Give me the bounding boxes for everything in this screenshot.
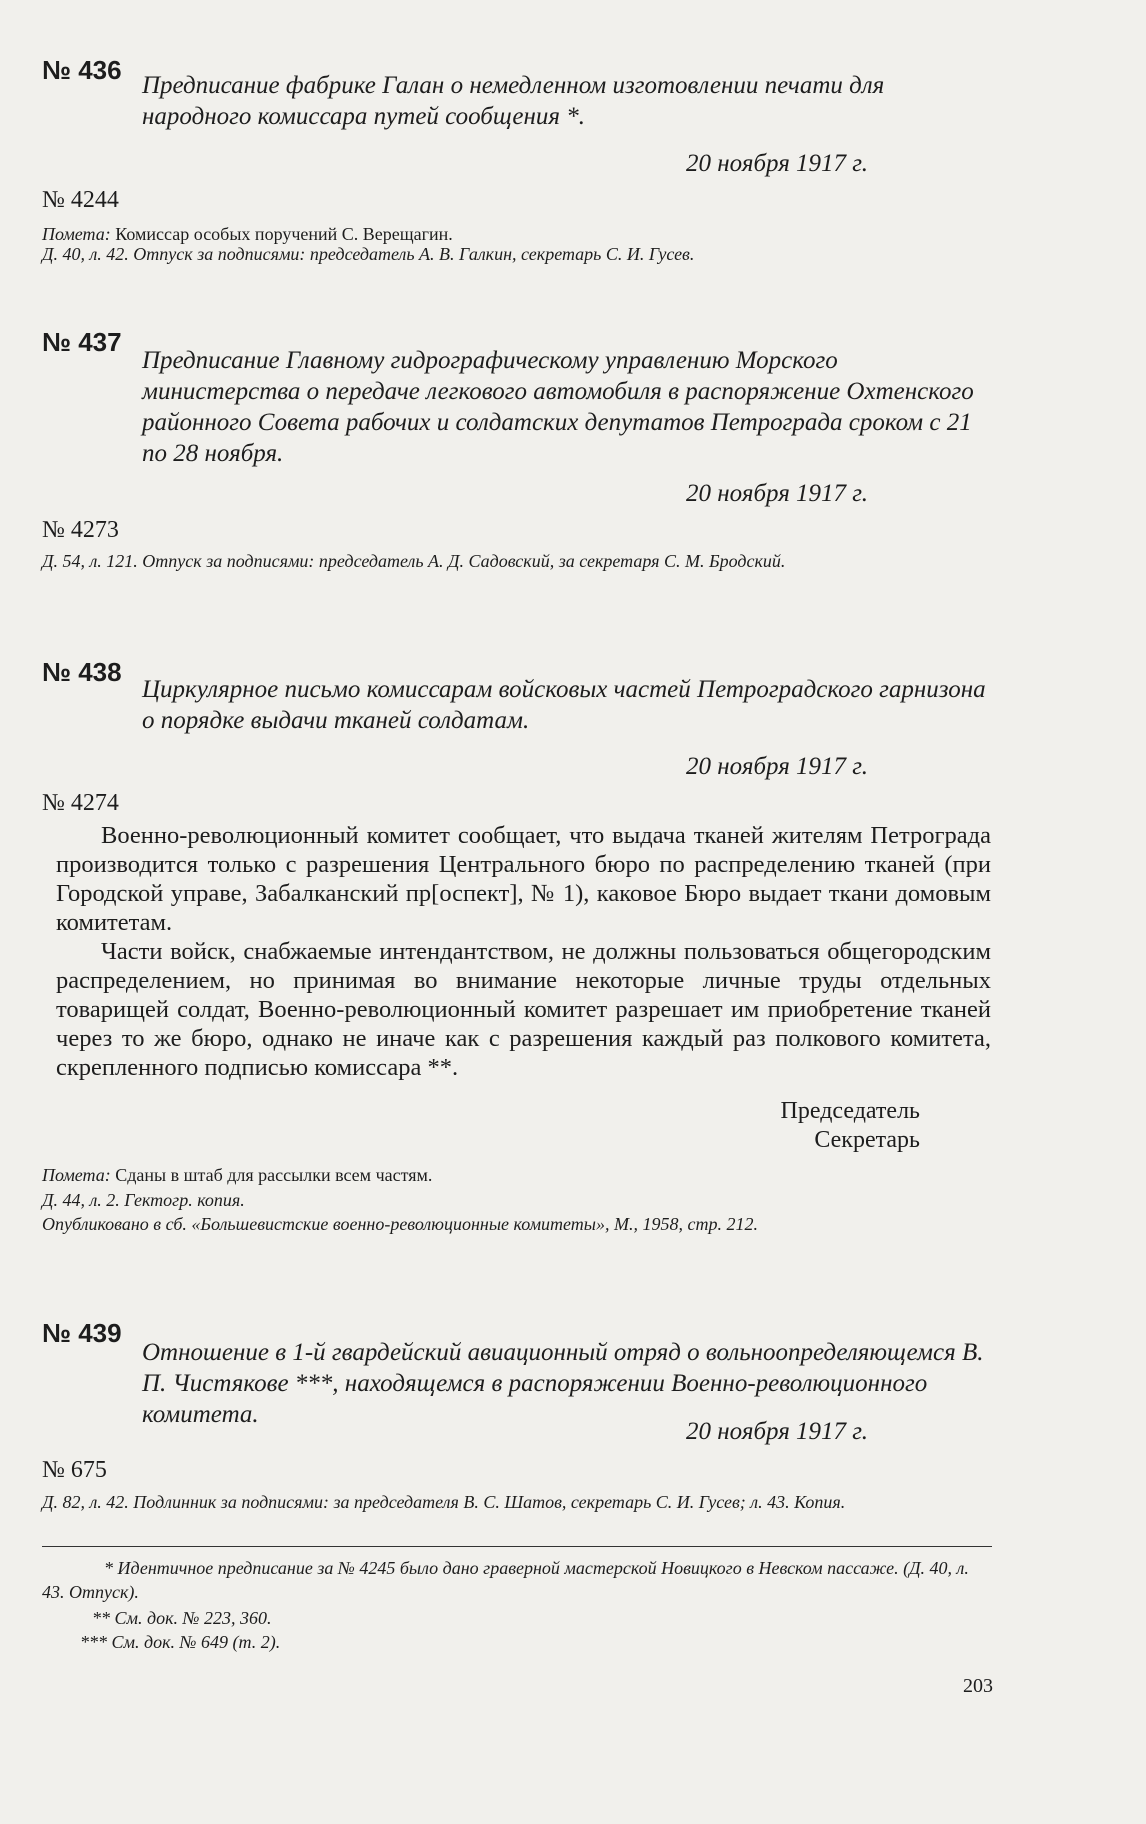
doc-436-title: Предписание фабрике Галан о немедленном изготовлении печати для народного комиссара путей сообщения *. [142, 72, 885, 130]
doc-436-number: № 436 [42, 55, 122, 85]
doc-437-archive: Д. 54, л. 121. Отпуск за подписями: председатель А. Д. Садовский, за секретаря С. М. Бродский. [42, 551, 786, 571]
doc-438-title: Циркулярное письмо комиссарам войсковых частей Петроградского гарнизона о порядке выдачи тканей солдатам. [142, 676, 986, 734]
note-label: Помета: [42, 224, 111, 244]
doc-439-archive: Д. 82, л. 42. Подлинник за подписями: за председателя В. С. Шатов, секретарь С. И. Гусев; л. 43. Копия. [42, 1492, 846, 1512]
note-text: Сданы в штаб для рассылки всем частям. [110, 1165, 433, 1185]
doc-439-title: Отношение в 1-й гвардейский авиационный отряд о вольноопределяющемся В. П. Чистякове ***, находящемся в распоряжении Военно-революционного комитета. [142, 1339, 984, 1428]
doc-438-published: Опубликовано в сб. «Большевистские военно-революционные комитеты», М., 1958, стр. 212. [42, 1214, 758, 1234]
doc-437-number: № 437 [42, 327, 122, 357]
doc-438-paragraph-2: Части войск, снабжаемые интендантством, не должны пользоваться общегородским распределением, но принимая во внимание некоторые личные труды отдельных товарищей солдат, Военно-революционный комитет разрешает им приобретение тканей через то же бюро, однако не иначе как с разрешения каждый раз полкового комитета, скрепленного подписью комиссара **. [56, 938, 991, 1081]
footnote-1: * Идентичное предписание за № 4245 было дано граверной мастерской Новицкого в Невском пассаже. (Д. 40, л. 43. Отпуск). [42, 1558, 969, 1602]
doc-437-reg-number: № 4273 [42, 517, 119, 543]
doc-438-signature-chairman: Председатель [780, 1098, 920, 1124]
doc-438-note [42, 1163, 992, 1187]
doc-436-reg-number: № 4244 [42, 187, 119, 213]
doc-439-date: 20 ноября 1917 г. [686, 1418, 868, 1445]
doc-438-date: 20 ноября 1917 г. [686, 753, 868, 780]
doc-436-date: 20 ноября 1917 г. [686, 150, 868, 177]
doc-437-date: 20 ноября 1917 г. [686, 480, 868, 507]
footnote-3: *** См. док. № 649 (т. 2). [80, 1632, 281, 1652]
doc-436-archive: Д. 40, л. 42. Отпуск за подписями: председатель А. В. Галкин, секретарь С. И. Гусев. [42, 244, 695, 264]
doc-438-number: № 438 [42, 657, 122, 687]
doc-438-paragraph-1: Военно-революционный комитет сообщает, что выдача тканей жителям Петрограда производится только с разрешения Центрального бюро по распределению тканей (при Городской управе, Забалканский пр[оспект], № 1), каковое Бюро выдает ткани домовым комитетам. [56, 822, 991, 936]
footnote-rule [42, 1546, 992, 1547]
doc-438-signature-secretary: Секретарь [814, 1127, 920, 1153]
doc-439-reg-number: № 675 [42, 1457, 107, 1483]
footnote-2: ** См. док. № 223, 360. [92, 1608, 272, 1628]
doc-438-archive: Д. 44, л. 2. Гектогр. копия. [42, 1190, 245, 1210]
note-label: Помета: [42, 1165, 111, 1185]
note-text: Комиссар особых поручений С. Верещагин. [110, 224, 453, 244]
page-number: 203 [963, 1675, 993, 1697]
doc-437-title: Предписание Главному гидрографическому управлению Морского министерства о передаче легкового автомобиля в распоряжение Охтенского районного Совета рабочих и солдатских депутатов Петрограда сроком с 21 по 28 ноября. [142, 347, 974, 467]
doc-438-body [56, 821, 991, 1082]
doc-438-reg-number: № 4274 [42, 790, 119, 816]
doc-439-number: № 439 [42, 1318, 122, 1348]
